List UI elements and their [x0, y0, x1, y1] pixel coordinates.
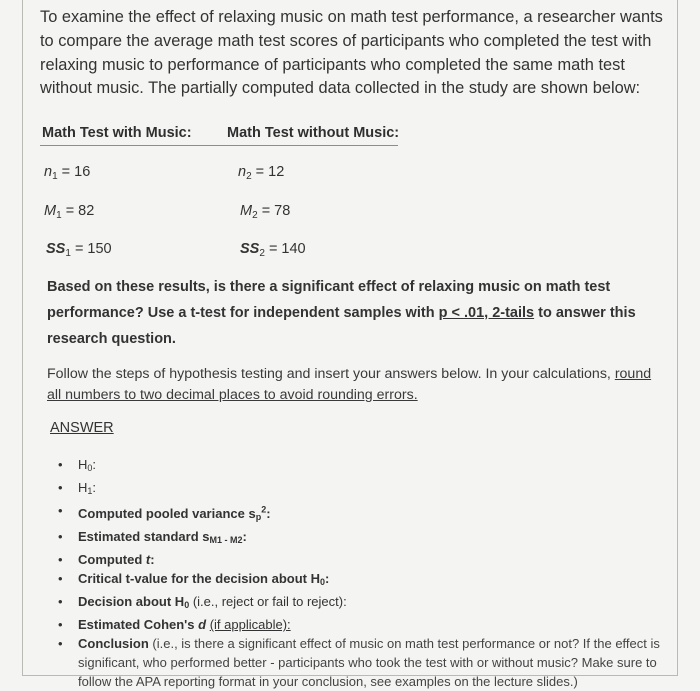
header-underline	[40, 145, 398, 146]
list-item-pooled-variance: • Computed pooled variance $s_p^2$:	[58, 503, 271, 523]
ss1-value: $SS_1 = 150$	[46, 241, 112, 259]
answer-heading: ANSWER	[50, 420, 114, 436]
bullet-icon: •	[58, 552, 63, 568]
bullet-icon: •	[58, 529, 63, 545]
list-item-computed-t: • Computed t:	[58, 552, 155, 568]
bullet-icon: •	[58, 480, 63, 495]
n2-value: $n_2 = 12$	[238, 164, 285, 182]
intro-paragraph: To examine the effect of relaxing music on math test performance, a researcher wants to compare the average math test scores of participants who completed the test with relaxing music to performance of participants who completed the same math test without music. The partially computed data collected in the study are shown below:	[40, 8, 663, 98]
m1-value: $M_1 = 82$	[44, 203, 95, 221]
list-item-conclusion: • Conclusion (i.e., is there a significant effect of music on math test performance or not? If the effect is significant, who performed better - participants who took the test with or without music? Make sure to follow the APA reporting format in your conclusion, see examples on the lecture slides.)	[58, 636, 660, 690]
bullet-icon: •	[58, 617, 63, 633]
significance-criterion: p < .01, 2-tails	[438, 305, 535, 321]
list-item-critical-t: • Critical t-value for the decision about $H_0$:	[58, 571, 330, 588]
ss2-value: $SS_2 = 140$	[240, 241, 306, 259]
header-with-music: Math Test with Music:	[42, 125, 192, 141]
research-question: Based on these results, is there a significant effect of relaxing music on math test performance? Use a t-test for independent samples with p < .01, 2-tails to answer this research question.	[47, 279, 636, 347]
bullet-icon: •	[58, 594, 63, 610]
rounding-instruction: round all numbers to two decimal places to avoid rounding errors.	[47, 366, 652, 403]
answer-list	[58, 455, 668, 691]
list-item-standard-error: • Estimated standard $s_{M1 - M2}$:	[58, 529, 247, 546]
bullet-icon: •	[58, 636, 63, 652]
list-item-decision: • Decision about $H_0$ (i.e., reject or fail to reject):	[58, 594, 347, 611]
bullet-icon: •	[58, 503, 63, 518]
bullet-icon: •	[58, 571, 63, 587]
header-without-music: Math Test without Music:	[227, 125, 400, 141]
list-item-h1: • $H_1$:	[58, 480, 97, 496]
m2-value: $M_2 = 78$	[240, 203, 291, 221]
n1-value: $n_1 = 16$	[44, 164, 91, 182]
bullet-icon: •	[58, 457, 63, 472]
instructions: Follow the steps of hypothesis testing and insert your answers below. In your calculations, round all numbers to two decimal places to avoid rounding errors.	[47, 366, 652, 403]
list-item-cohens-d: • Estimated Cohen's d (if applicable):	[58, 617, 291, 633]
list-item-h0: • $H_0$:	[58, 457, 97, 473]
